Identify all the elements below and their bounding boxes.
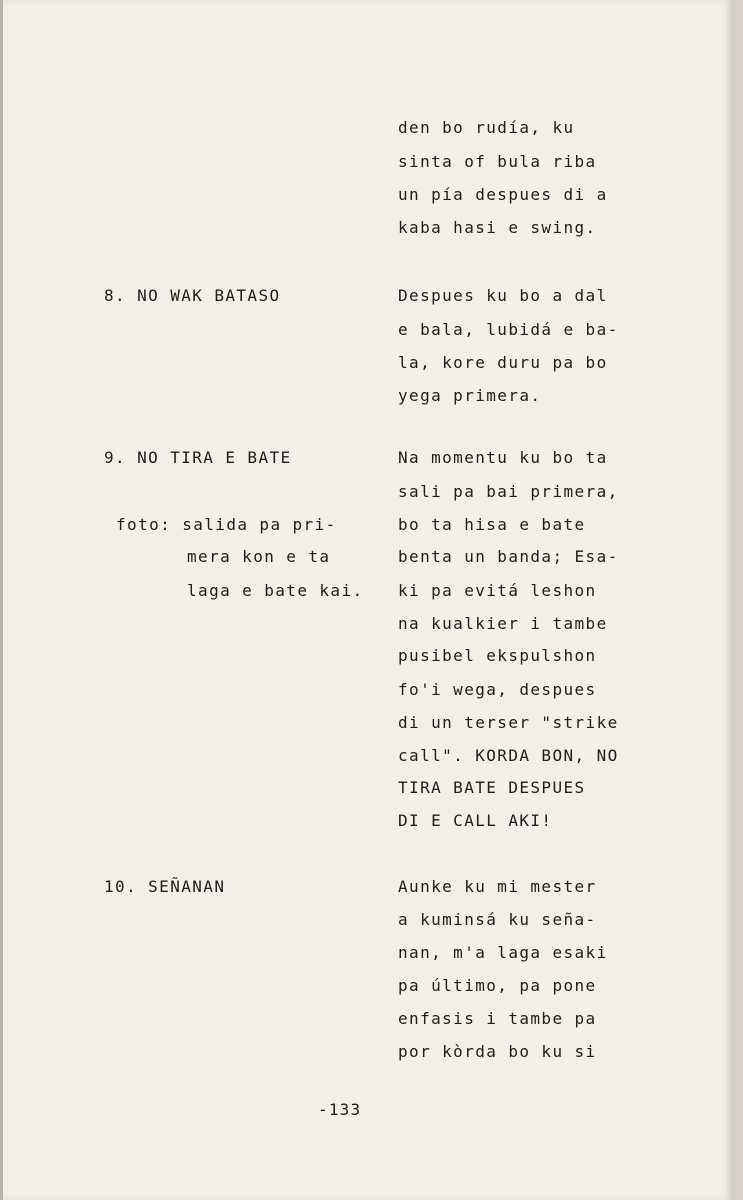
body-line: DI E CALL AKI!	[398, 811, 553, 830]
photo-caption-line: mera kon e ta	[187, 547, 331, 566]
photo-caption-line: foto: salida pa pri-	[116, 515, 337, 534]
body-line: bo ta hisa e bate	[398, 515, 586, 534]
body-line: di un terser "strike	[398, 713, 619, 732]
body-line: den bo rudía, ku	[398, 118, 575, 137]
body-line: fo'i wega, despues	[398, 680, 597, 699]
body-line: Aunke ku mi mester	[398, 877, 597, 896]
body-line: nan, m'a laga esaki	[398, 943, 608, 962]
body-line: enfasis i tambe pa	[398, 1009, 597, 1028]
body-line: un pía despues di a	[398, 185, 608, 204]
section-heading-8: 8. NO WAK BATASO	[104, 286, 281, 305]
body-line: sali pa bai primera,	[398, 482, 619, 501]
body-line: yega primera.	[398, 386, 542, 405]
body-line: Despues ku bo a dal	[398, 286, 608, 305]
body-line: ki pa evitá leshon	[398, 581, 597, 600]
body-line: por kòrda bo ku si	[398, 1042, 597, 1061]
body-line: benta un banda; Esa-	[398, 547, 619, 566]
section-heading-10: 10. SEÑANAN	[104, 877, 226, 896]
photo-caption-line: laga e bate kai.	[187, 581, 364, 600]
body-line: Na momentu ku bo ta	[398, 448, 608, 467]
body-line: sinta of bula riba	[398, 152, 597, 171]
body-line: la, kore duru pa bo	[398, 353, 608, 372]
body-line: na kualkier i tambe	[398, 614, 608, 633]
body-line: e bala, lubidá e ba-	[398, 320, 619, 339]
body-line: call". KORDA BON, NO	[398, 746, 619, 765]
body-line: a kuminsá ku seña-	[398, 910, 597, 929]
body-line: pa último, pa pone	[398, 976, 597, 995]
body-line: kaba hasi e swing.	[398, 218, 597, 237]
page-number: -133	[318, 1100, 362, 1119]
body-line: pusibel ekspulshon	[398, 646, 597, 665]
section-heading-9: 9. NO TIRA E BATE	[104, 448, 292, 467]
body-line: TIRA BATE DESPUES	[398, 778, 586, 797]
